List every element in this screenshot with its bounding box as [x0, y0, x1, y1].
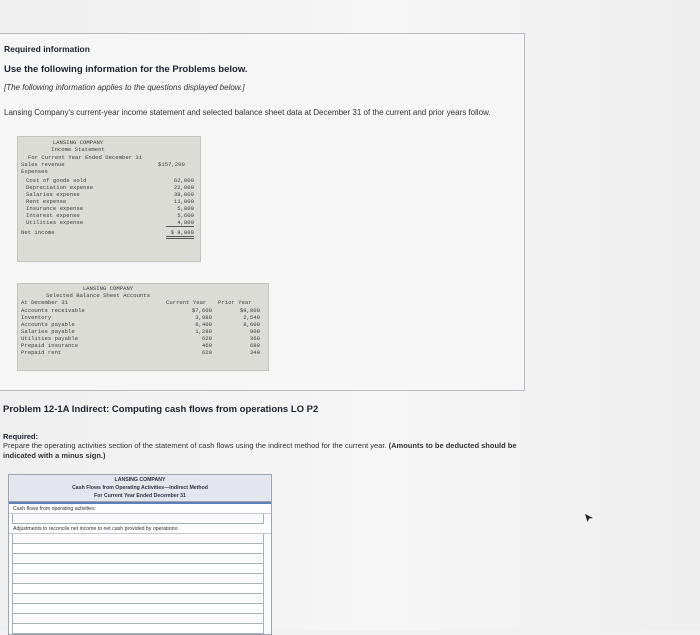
balance-prior: 2,540	[243, 314, 260, 321]
balance-date-label: At December 31	[21, 299, 68, 306]
answer-input-row[interactable]	[12, 574, 264, 584]
balance-label: Inventory	[21, 314, 52, 321]
sales-amount: $157,200	[158, 161, 185, 168]
required-instruction: Prepare the operating activities section of the statement of cash flows using the indirect method for the current year.	[3, 441, 387, 450]
cash-flow-worksheet	[8, 474, 272, 635]
answer-input-row[interactable]	[12, 534, 264, 544]
answer-input-row[interactable]	[12, 514, 264, 524]
expense-amount: 5,800	[177, 205, 194, 212]
worksheet-period: For Current Year Ended December 31	[94, 493, 186, 499]
operating-activities-row: Cash flows from operating activities:	[9, 504, 271, 514]
net-income-amount: $ 8,000	[166, 229, 194, 239]
required-text	[3, 441, 523, 461]
cursor-arrow-icon	[585, 514, 593, 522]
net-income-label: Net income	[21, 229, 55, 236]
expense-label: Cost of goods sold	[26, 177, 87, 184]
balance-current: 3,980	[195, 314, 212, 321]
required-minus-note: (Amounts to be deducted should be indicated with a minus sign.)	[3, 441, 517, 460]
balance-current: $7,600	[191, 307, 212, 314]
balance-prior: $9,800	[239, 307, 260, 314]
required-information-heading: Required information	[4, 44, 90, 54]
expense-label: Utilities expense	[26, 219, 84, 226]
balance-label: Prepaid insurance	[21, 342, 79, 349]
expenses-label: Expenses	[21, 168, 48, 175]
balance-label: Utilities payable	[21, 335, 79, 342]
answer-input-row[interactable]	[12, 564, 264, 574]
expense-amount: 5,600	[177, 212, 194, 219]
worksheet-title: Cash Flows from Operating Activities—Indirect Method	[72, 485, 208, 491]
expense-amount: 62,000	[173, 177, 194, 184]
expense-amount: 11,000	[173, 198, 194, 205]
expense-amount: 4,800	[166, 219, 194, 227]
balance-prior: 8,600	[243, 321, 260, 328]
expense-amount: 22,000	[173, 184, 194, 191]
expense-label: Insurance expense	[26, 205, 84, 212]
expense-label: Interest expense	[26, 212, 80, 219]
balance-prior: 900	[249, 328, 260, 335]
balance-current: 620	[201, 349, 212, 356]
balance-label: Accounts payable	[21, 321, 75, 328]
problem-title: Problem 12-1A Indirect: Computing cash flows from operations LO P2	[3, 404, 319, 415]
answer-input-row[interactable]	[12, 614, 264, 624]
balance-current: 620	[201, 335, 212, 342]
expense-amount: 38,000	[173, 191, 194, 198]
sales-label: Sales revenue	[21, 161, 65, 168]
answer-input-row[interactable]	[12, 594, 264, 604]
col-prior: Prior Year	[218, 299, 252, 306]
balance-label: Salaries payable	[21, 328, 75, 335]
balance-current: 6,400	[195, 321, 212, 328]
expense-label: Salaries expense	[26, 191, 80, 198]
income-title: Income Statement	[51, 146, 105, 153]
balance-label: Accounts receivable	[21, 307, 85, 314]
balance-current: 460	[201, 342, 212, 349]
income-company: LANSING COMPANY	[52, 139, 104, 146]
applies-note: [The following information applies to the questions displayed below.]	[4, 83, 245, 92]
use-following-heading: Use the following information for the Problems below.	[4, 64, 248, 75]
required-label: Required:	[3, 432, 39, 441]
balance-title: Selected Balance Sheet Accounts	[46, 292, 151, 299]
answer-input-row[interactable]	[12, 604, 264, 614]
balance-prior: 680	[249, 342, 260, 349]
balance-prior: 340	[249, 349, 260, 356]
income-period: For Current Year Ended December 31	[28, 154, 143, 161]
balance-current: 1,280	[195, 328, 212, 335]
balance-label: Prepaid rent	[21, 349, 62, 356]
income-statement-table	[17, 136, 201, 262]
answer-input-row[interactable]	[12, 584, 264, 594]
answer-input-row[interactable]	[12, 554, 264, 564]
answer-input-row[interactable]	[12, 624, 264, 634]
answer-input-row[interactable]	[12, 544, 264, 554]
adjustments-row: Adjustments to reconcile net income to net cash provided by operations:	[9, 524, 271, 534]
worksheet-company: LANSING COMPANY	[114, 477, 166, 483]
balance-sheet-table	[17, 283, 269, 371]
balance-prior: 360	[249, 335, 260, 342]
expense-label: Depreciation expense	[26, 184, 94, 191]
col-current: Current Year	[166, 299, 207, 306]
worksheet-header	[9, 475, 271, 502]
balance-company: LANSING COMPANY	[82, 285, 134, 292]
expense-label: Rent expense	[26, 198, 67, 205]
intro-text: Lansing Company's current-year income statement and selected balance sheet data at December 31 of the current and prior years follow.	[4, 108, 491, 117]
